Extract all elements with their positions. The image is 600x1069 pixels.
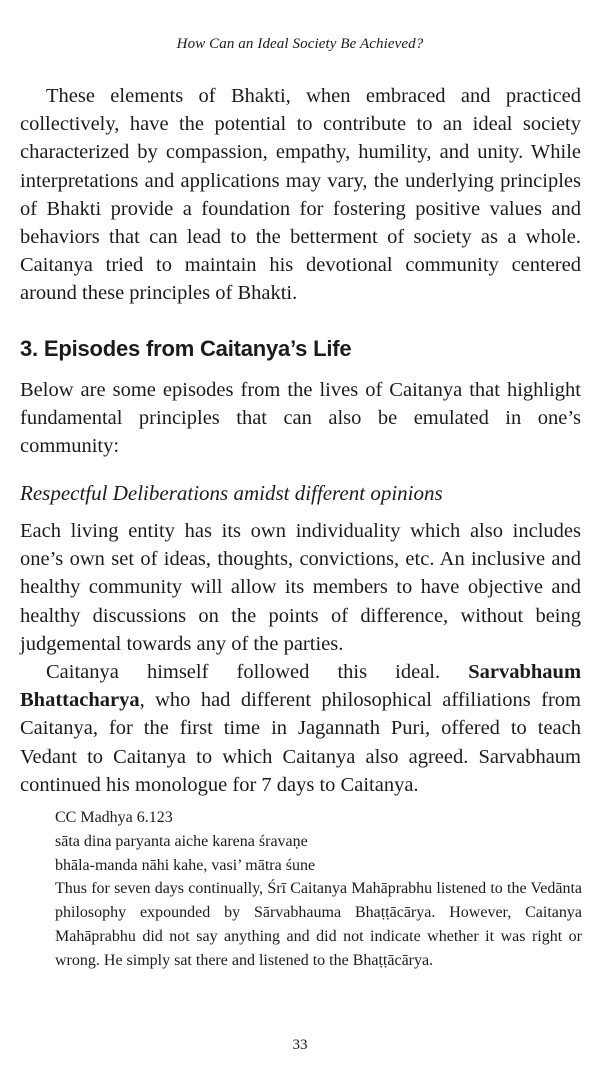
paragraph-text: Below are some episodes from the lives of Caitanya that highlight fundamental principles that can also be emulated in one’s community: — [20, 379, 581, 458]
paragraph-text: , who had different philosophical affiliations from Caitanya, for the first time in Jagannath Puri, offered to teach Vedant to Caitanya to which Caitanya also agreed. Sarvabhaum continued his monologue for 7 days to Caitanya. — [20, 689, 581, 796]
scripture-quote — [55, 806, 582, 973]
paragraph-sarvabhaum — [20, 658, 581, 799]
paragraph-text: These elements of Bhakti, when embraced and practiced collectively, have the potential to contribute to an ideal society characterized by compassion, empathy, humility, and unity. While interpretations and applications may vary, the underlying principles of Bhakti provide a foundation for fostering positive values and behaviors that can lead to the betterment of society as a whole. Caitanya tried to maintain his devotional community centered around these principles of Bhakti. — [20, 85, 581, 305]
paragraph-episodes-intro — [20, 376, 581, 461]
verse-line: bhāla-manda nāhi kahe, vasi’ mātra śune — [55, 856, 316, 874]
paragraph-individuality — [20, 517, 581, 658]
section-heading: 3. Episodes from Caitanya’s Life — [20, 336, 352, 361]
paragraph-text: Each living entity has its own individuality which also includes one’s own set of ideas, thoughts, convictions, etc. An inclusive and healthy community will allow its members to have objective and healthy discussions on the points of difference, without being judgemental towards any of the parties. — [20, 520, 581, 655]
verse-line: sāta dina paryanta aiche karena śravaṇe — [55, 832, 308, 850]
quote-reference: CC Madhya 6.123 — [55, 809, 173, 826]
paragraph-bhakti-elements — [20, 82, 581, 308]
paragraph-text: Caitanya himself followed this ideal. — [46, 661, 441, 683]
quote-translation: Thus for seven days continually, Śrī Caitanya Mahāprabhu listened to the Vedānta philosophy expounded by Sārvabhauma Bhaṭṭācārya. However, Caitanya Mahāprabhu did not say anything and did not indicate whether it was right or wrong. He simply sat there and listened to the Bhaṭṭācārya. — [55, 880, 582, 969]
running-head: How Can an Ideal Society Be Achieved? — [176, 36, 424, 52]
person-name: Bhattacharya — [20, 689, 140, 712]
page-number: 33 — [292, 1037, 308, 1053]
subheading: Respectful Deliberations amidst different opinions — [20, 481, 443, 505]
person-name: Sarvabhaum — [468, 661, 582, 683]
